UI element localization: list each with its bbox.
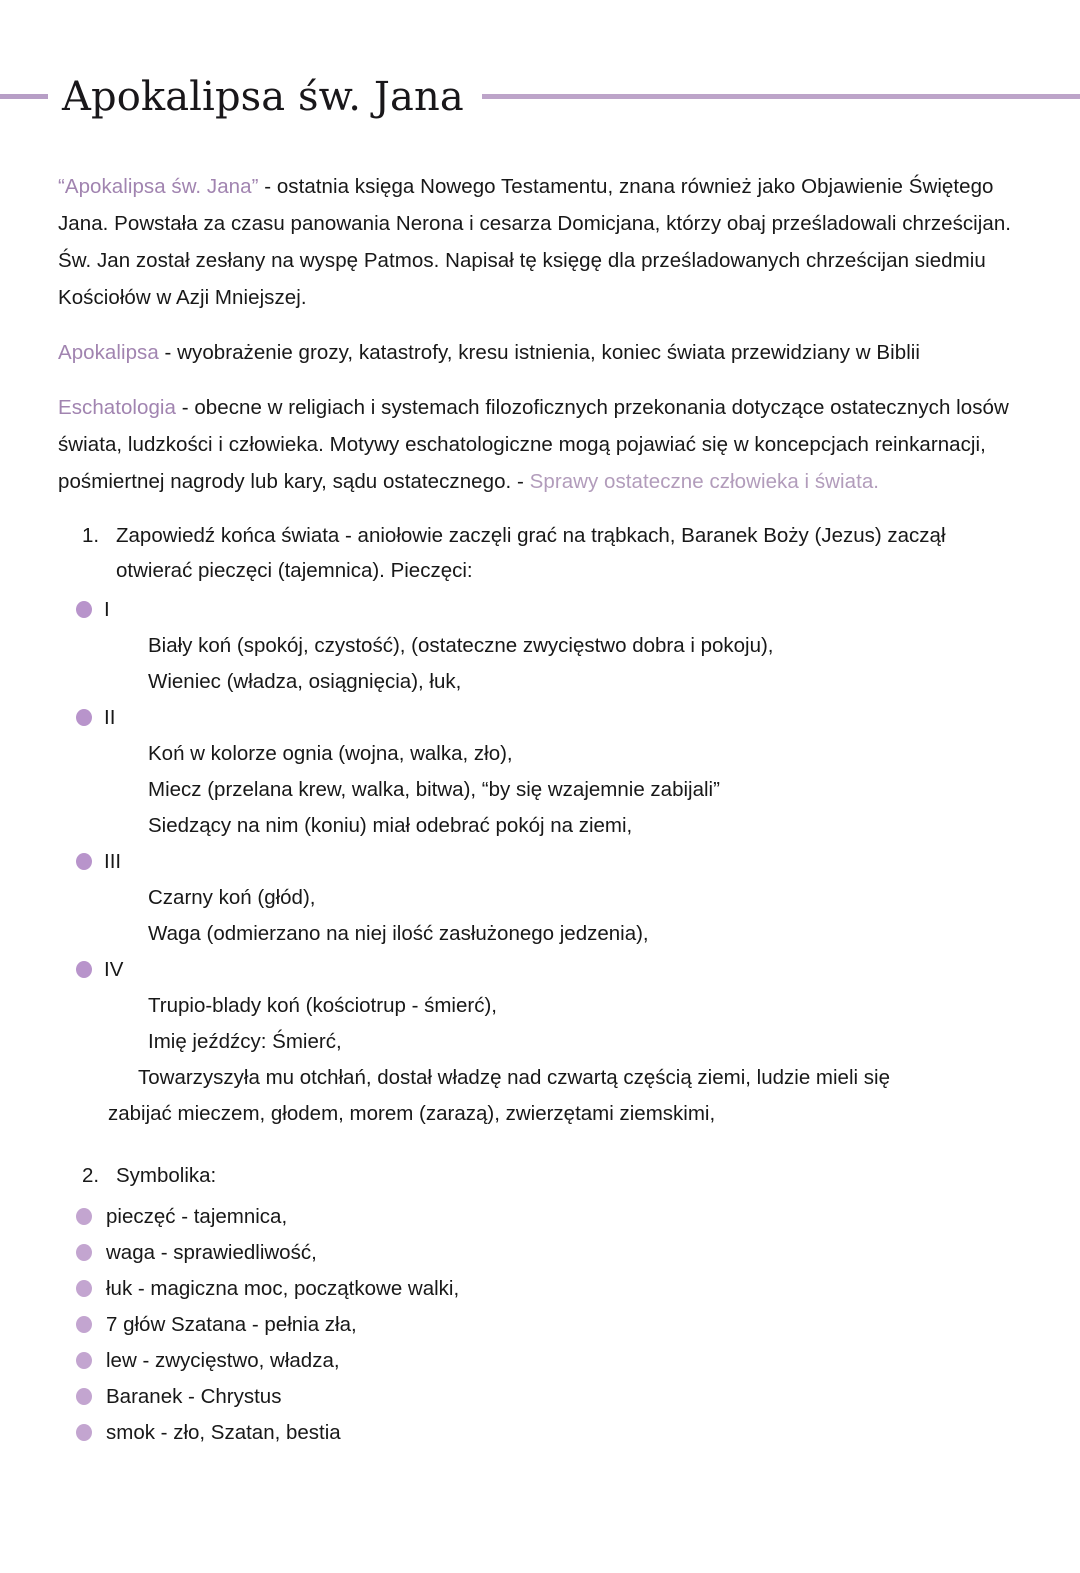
bullet-dot-icon	[76, 961, 92, 978]
bullet-dot-icon	[76, 1316, 92, 1333]
title-rule-left-decoration	[0, 94, 48, 99]
term-apokalipsa-sw-jana: “Apokalipsa św. Jana”	[58, 174, 259, 198]
bullet-dot-icon	[76, 1388, 92, 1405]
bullet-dot-icon	[76, 709, 92, 726]
bullet-dot-icon	[76, 601, 92, 618]
seal-block-i	[58, 592, 1028, 700]
page-title: Apokalipsa św. Jana	[62, 73, 464, 120]
bullet-dot-icon	[76, 1280, 92, 1297]
seal-detail-lines	[58, 736, 1028, 844]
seal-detail-line: Imię jeźdźcy: Śmierć,	[148, 1029, 342, 1053]
bullet-dot-icon	[76, 1208, 92, 1225]
bullet-dot-icon	[76, 1352, 92, 1369]
seal-detail-line: Miecz (przelana krew, walka, bitwa), “by się wzajemnie zabijali”	[148, 777, 720, 801]
bullet-dot-icon	[76, 1424, 92, 1441]
page-title-row	[0, 46, 1080, 148]
seals-group	[58, 592, 1028, 1132]
list-item-label: Zapowiedź końca świata - aniołowie zaczęli grać na trąbkach, Baranek Boży (Jezus) zaczął otwierać pieczęci (tajemnica). Pieczęci:	[116, 523, 946, 582]
seal-tail-line-1: Towarzyszyła mu otchłań, dostał władzę nad czwartą częścią ziemi, ludzie mieli się	[138, 1065, 890, 1089]
paragraph-apokalipsa-meaning	[58, 334, 1028, 371]
seal-heading	[58, 952, 1028, 988]
seal-block-ii	[58, 700, 1028, 844]
note-body	[0, 148, 1080, 1451]
list-item	[58, 1235, 1028, 1271]
seal-detail-line: Biały koń (spokój, czystość), (ostateczne zwycięstwo dobra i pokoju),	[148, 633, 774, 657]
list-item-number: 2.	[82, 1163, 100, 1187]
seal-heading	[58, 700, 1028, 736]
paragraph-apokalipsa-definition	[58, 168, 1028, 316]
seal-detail-line: Siedzący na nim (koniu) miał odebrać pokój na ziemi,	[148, 813, 633, 837]
symbol-entry: 7 głów Szatana - pełnia zła,	[106, 1312, 357, 1336]
seal-detail-line: Czarny koń (głód),	[148, 885, 316, 909]
term-apokalipsa: Apokalipsa	[58, 340, 159, 364]
list-item	[58, 1343, 1028, 1379]
seal-detail-lines	[58, 880, 1028, 952]
list-item	[58, 1307, 1028, 1343]
seal-heading	[58, 592, 1028, 628]
bullet-dot-icon	[76, 853, 92, 870]
symbol-bullet-list	[58, 1199, 1028, 1451]
list-item	[58, 1415, 1028, 1451]
list-item	[58, 518, 1028, 588]
symbol-entry: smok - zło, Szatan, bestia	[106, 1420, 341, 1444]
paragraph-3-body: - obecne w religiach i systemach filozoficznych przekonania dotyczące ostatecznych losów świata, ludzkości i człowieka. Motywy eschatologiczne mogą pojawiać się w koncepcjach reinkarnacji, pośmiertnej nagrody lub kary, sądu ostatecznego. -	[58, 395, 1009, 493]
paragraph-1-body: - ostatnia księga Nowego Testamentu, znana również jako Objawienie Świętego Jana. Powstała za czasu panowania Nerona i cesarza Domicjana, którzy obaj prześladowali chrześcijan. Św. Jan został zesłany na wyspę Patmos. Napisał tę księgę dla prześladowanych chrześcijan siedmiu Kościołów w Azji Mniejszej.	[58, 174, 1012, 309]
symbol-entry: lew - zwycięstwo, władza,	[106, 1348, 340, 1372]
seal-block-iii	[58, 844, 1028, 952]
seal-roman-numeral: III	[104, 849, 122, 873]
bullet-dot-icon	[76, 1244, 92, 1261]
seal-roman-numeral: I	[104, 597, 110, 621]
seal-detail-line: Trupio-blady koń (kościotrup - śmierć),	[148, 993, 497, 1017]
seal-heading	[58, 844, 1028, 880]
symbol-entry: łuk - magiczna moc, początkowe walki,	[106, 1276, 460, 1300]
phrase-sprawy-ostateczne: Sprawy ostateczne człowieka i świata.	[529, 469, 880, 493]
symbol-entry: Baranek - Chrystus	[106, 1384, 282, 1408]
seal-detail-line: Waga (odmierzano na niej ilość zasłużonego jedzenia),	[148, 921, 649, 945]
term-eschatologia: Eschatologia	[58, 395, 176, 419]
seal-block-iv	[58, 952, 1028, 1060]
title-rule-right-decoration	[482, 94, 1080, 99]
paragraph-eschatologia	[58, 389, 1028, 500]
paragraph-2-body: - wyobrażenie grozy, katastrofy, kresu istnienia, koniec świata przewidziany w Biblii	[158, 340, 921, 364]
ordered-list-second	[58, 1158, 1028, 1193]
symbol-entry: pieczęć - tajemnica,	[106, 1204, 288, 1228]
seal-detail-line: Wieniec (władza, osiągnięcia), łuk,	[148, 669, 462, 693]
list-item-label: Symbolika:	[116, 1163, 217, 1187]
ordered-list-first	[58, 518, 1028, 588]
seal-detail-line: Koń w kolorze ognia (wojna, walka, zło),	[148, 741, 513, 765]
list-item	[58, 1158, 1028, 1193]
note-page	[0, 46, 1080, 1573]
symbol-entry: waga - sprawiedliwość,	[106, 1240, 317, 1264]
list-item	[58, 1199, 1028, 1235]
seal-roman-numeral: II	[104, 705, 116, 729]
seal-detail-lines	[58, 988, 1028, 1060]
seal-roman-numeral: IV	[104, 957, 124, 981]
seal-detail-lines	[58, 628, 1028, 700]
symbolika-section	[58, 1158, 1028, 1451]
list-item	[58, 1379, 1028, 1415]
seal-tail-line-2: zabijać mieczem, głodem, morem (zarazą), zwierzętami ziemskimi,	[108, 1101, 716, 1125]
list-item	[58, 1271, 1028, 1307]
list-item-number: 1.	[82, 523, 100, 547]
